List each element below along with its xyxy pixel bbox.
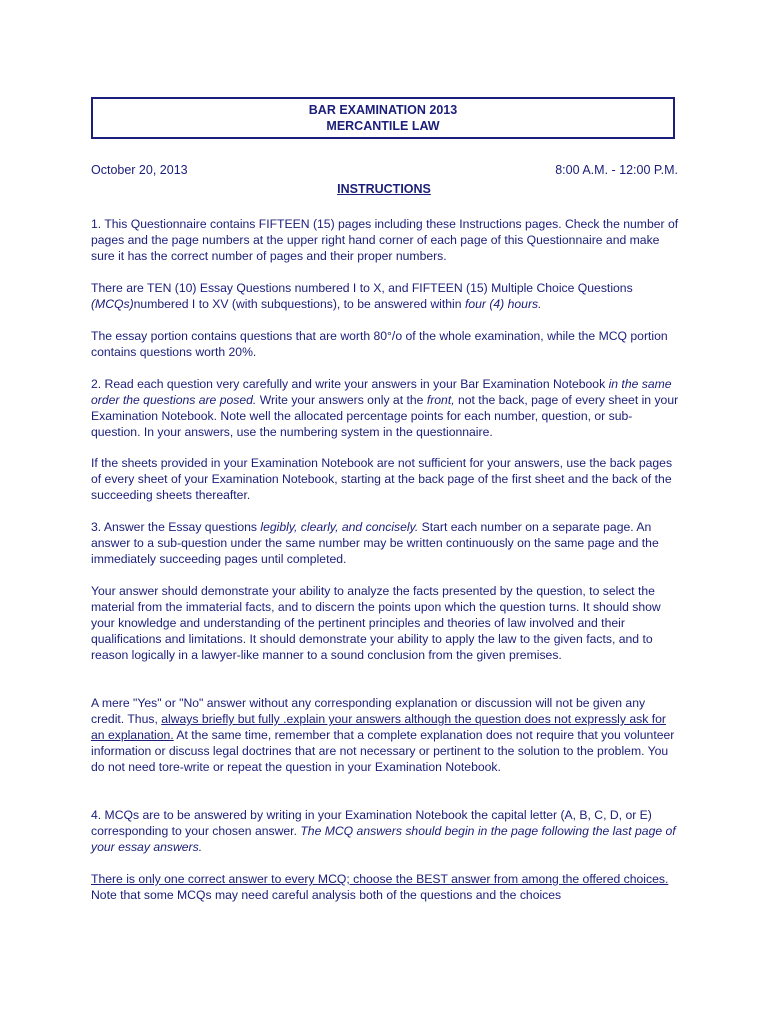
instructions-body bbox=[91, 216, 681, 903]
exam-subject: MERCANTILE LAW bbox=[326, 119, 440, 133]
paragraph-4: 2. Read each question very carefully and write your answers in your Bar Examination Notebook in the same order the questions are posed. Write your answers only at the front, not the back, page of every sheet in your Examination Notebook. Note well the allocated percentage points for each number, question, or sub-question. In your answers, use the numbering system in the questionnaire. bbox=[91, 377, 679, 439]
instructions-heading: INSTRUCTIONS bbox=[337, 182, 431, 196]
exam-time: 8:00 A.M. - 12:00 P.M. bbox=[555, 163, 678, 177]
paragraph-8: A mere "Yes" or "No" answer without any corresponding explanation or discussion will not be given any credit. Thus, always briefly but fully .explain your answers although the question does not expressly ask for an explanation. At the same time, remember that a complete explanation does not require that you volunteer information or discuss legal doctrines that are not necessary or pertinent to the solution to the problem. You do not need tore-write or repeat the question in your Examination Notebook. bbox=[91, 696, 675, 774]
title-box bbox=[91, 97, 675, 139]
exam-date: October 20, 2013 bbox=[91, 163, 188, 177]
exam-title: BAR EXAMINATION 2013 bbox=[308, 103, 458, 117]
paragraph-1: 1. This Questionnaire contains FIFTEEN (15) pages including these Instructions pages. Check the number of pages and the page numbers at the upper right hand corner of each page of this Questionnaire and make sure it has the correct number of pages and their proper numbers. bbox=[91, 217, 679, 263]
paragraph-10: There is only one correct answer to every MCQ; choose the BEST answer from among the offered choices. Note that some MCQs may need careful analysis both of the questions and the choices bbox=[91, 872, 669, 902]
paragraph-5: If the sheets provided in your Examination Notebook are not sufficient for your answers, use the back pages of every sheet of your Examination Notebook, starting at the back page of the first sheet and the back of the succeeding sheets thereafter. bbox=[91, 456, 673, 502]
paragraph-7: Your answer should demonstrate your ability to analyze the facts presented by the question, to select the material from the immaterial facts, and to discern the points upon which the question turns. It should show your knowledge and understanding of the pertinent principles and theories of law involved and their qualifications and limitations. It should demonstrate your ability to apply the law to the given facts, and to reason logically in a lawyer-like manner to a sound conclusion from the given premises. bbox=[91, 584, 661, 662]
paragraph-9: 4. MCQs are to be answered by writing in your Examination Notebook the capital letter (A, B, C, D, or E) corresponding to your chosen answer. The MCQ answers should begin in the page following the last page of your essay answers. bbox=[91, 808, 676, 854]
paragraph-3: The essay portion contains questions that are worth 80°/o of the whole examination, while the MCQ portion contains questions worth 20%. bbox=[91, 329, 668, 359]
paragraph-2: There are TEN (10) Essay Questions numbered I to X, and FIFTEEN (15) Multiple Choice Questions (MCQs)numbered I to XV (with subquestions), to be answered within four (4) hours. bbox=[91, 281, 633, 311]
paragraph-6: 3. Answer the Essay questions legibly, clearly, and concisely. Start each number on a separate page. An answer to a sub-question under the same number may be written continuously on the same page and the immediately succeeding pages until completed. bbox=[91, 520, 659, 566]
